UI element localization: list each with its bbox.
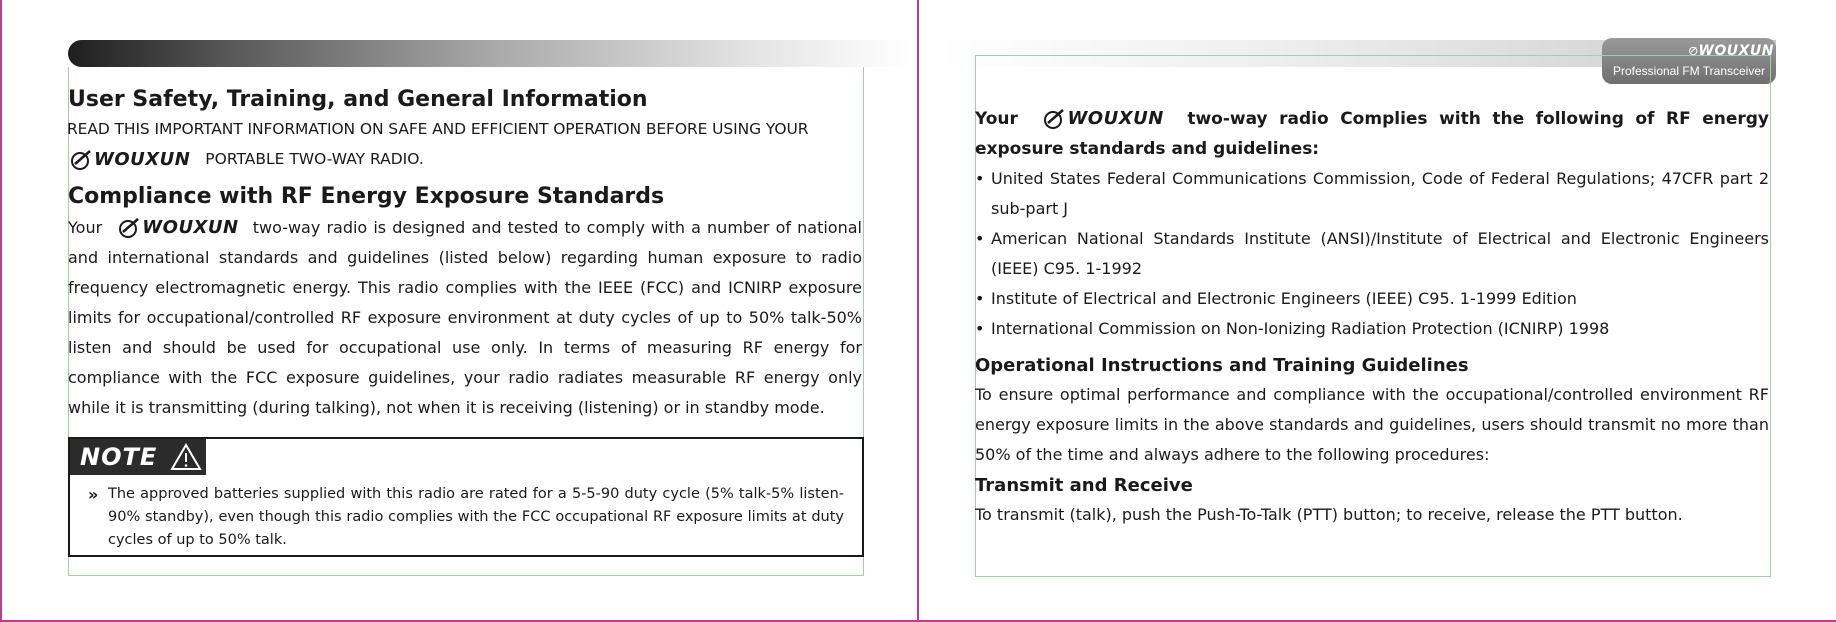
note-text: The approved batteries supplied with this radio are rated for a 5-5-90 duty cycle (5% talk-5% listen-90% standby), even though this radio complies with the FCC occupational RF exposure limits at duty cycles of up to 50% talk. [108,486,844,548]
wouxun-logo-text: WOUXUN [94,148,191,170]
section-title-transmit-receive: Transmit and Receive [975,475,1193,496]
note-header [70,439,206,475]
section-title-user-safety: User Safety, Training, and General Information [68,87,648,112]
wouxun-logo [68,145,190,175]
compliance-paragraph [68,213,862,424]
brand-logo-text: WOUXUN [1698,43,1774,59]
wouxun-swirl-icon [68,148,94,172]
wouxun-logo-text: WOUXUN [1067,108,1164,129]
wouxun-swirl-icon [1041,107,1067,131]
section-title-operational: Operational Instructions and Training Guidelines [975,355,1469,376]
section-title-compliance: Compliance with RF Energy Exposure Standards [68,183,665,209]
compliance-prefix: Your [68,217,103,237]
right-intro-prefix: Your [975,109,1018,129]
right-intro-paragraph [975,104,1769,164]
standards-list [975,164,1769,344]
right-page-content [975,104,1769,530]
right-intro-body: two-way radio Complies with the following of RF energy exposure standards and guidelines: [975,109,1770,159]
wouxun-logo-text: WOUXUN [142,217,239,238]
page-trim-left [0,0,2,622]
operational-paragraph: To ensure optimal performance and compliance with the occupational/controlled environment RF energy exposure limits in the above standards and guidelines, users should transmit no more than 50% of the time and always adhere to the following procedures: [975,385,1769,464]
wouxun-logo [116,213,238,243]
note-body [88,483,844,552]
note-box [68,437,864,557]
standards-list-item: • International Commission on Non-Ionizing Radiation Protection (ICNIRP) 1998 [975,314,1769,344]
warning-line-2: PORTABLE TWO-WAY RADIO. [205,150,424,168]
header-gradient-bar-left [68,40,910,67]
transmit-paragraph: To transmit (talk), push the Push-To-Talk (PTT) button; to receive, release the PTT button. [975,505,1683,524]
standards-list-item: • Institute of Electrical and Electronic Engineers (IEEE) C95. 1-1999 Edition [975,284,1769,314]
double-chevron-icon: » [88,485,99,504]
warning-line-2-container [68,144,862,175]
warning-line-1: READ THIS IMPORTANT INFORMATION ON SAFE AND EFFICIENT OPERATION BEFORE USING YOUR [67,120,809,138]
standards-list-item: • American National Standards Institute (ANSI)/Institute of Electrical and Electronic Engineers (IEEE) C95. 1-1992 [975,224,1769,284]
note-label: NOTE [80,443,158,471]
left-page-content [68,86,862,423]
standards-list-item: • United States Federal Communications Commission, Code of Federal Regulations; 47CFR part 2 sub-part J [975,164,1769,224]
wouxun-swirl-icon [116,216,142,240]
page-spine [917,0,919,622]
wouxun-logo [1041,104,1163,134]
brand-tagline: Professional FM Transceiver [1612,64,1766,78]
warning-triangle-icon [169,442,203,472]
compliance-body: two-way radio is designed and tested to comply with a number of national and international standards and guidelines (listed below) regarding human exposure to radio frequency electromagnetic energy. This radio complies with the IEEE (FCC) and ICNIRP exposure limits for occupational/controlled RF exposure environment at duty cycles of up to 50% talk-50% listen and should be used for occupational use only. In terms of measuring RF energy for compliance with the FCC exposure guidelines, your radio radiates measurable RF energy only while it is transmitting (during talking), not when it is receiving (listening) or in standby mode. [68,217,862,417]
